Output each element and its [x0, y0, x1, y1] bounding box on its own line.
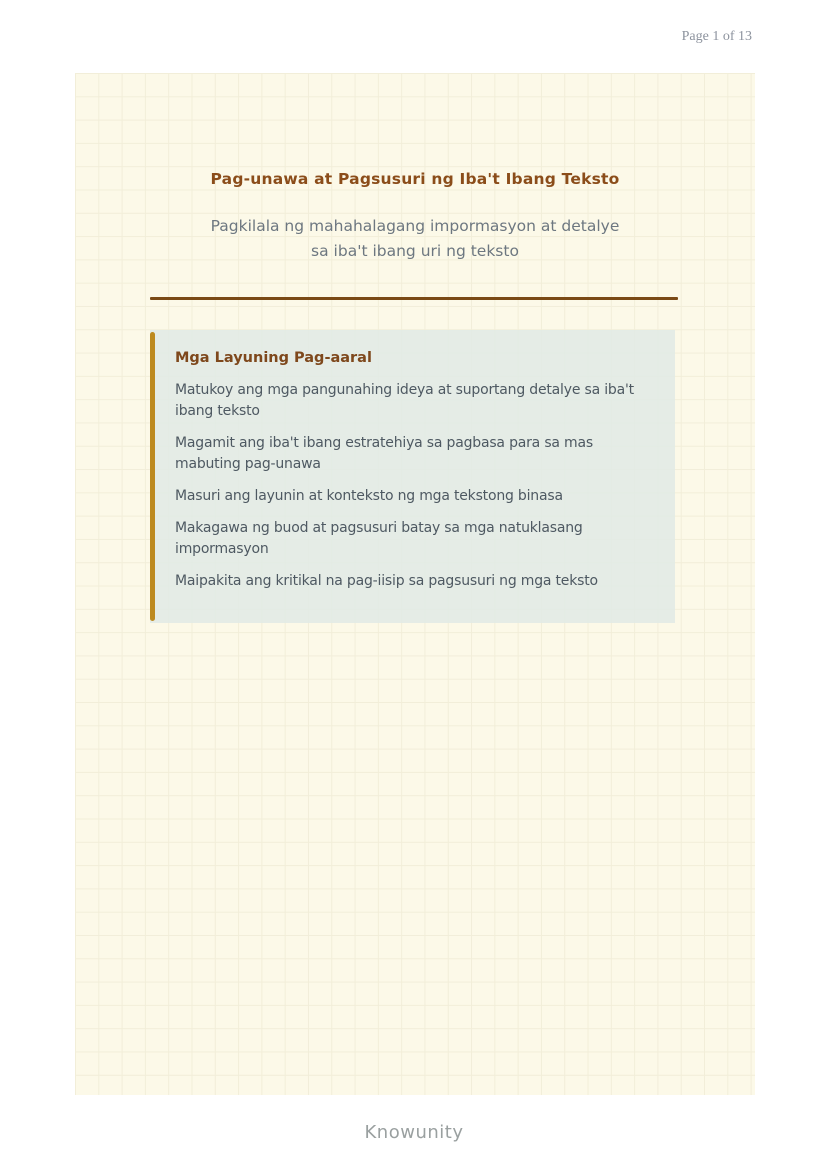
subtitle-line-2: sa iba't ibang uri ng teksto [311, 242, 519, 260]
gold-accent-bar [150, 332, 155, 621]
objectives-heading: Mga Layuning Pag-aaral [175, 350, 372, 366]
page-title: Pag-unawa at Pagsusuri ng Iba't Ibang Teksto [210, 170, 620, 188]
subtitle-line-1: Pagkilala ng mahahalagang impormasyon at detalye [210, 217, 620, 235]
objective-item: Matukoy ang mga pangunahing ideya at suportang detalye sa iba't ibang teksto [175, 382, 634, 419]
brand-footer: Knowunity [364, 1122, 464, 1143]
objective-item: Magamit ang iba't ibang estratehiya sa pagbasa para sa mas mabuting pag-unawa [175, 435, 593, 472]
learning-objectives-box [150, 330, 675, 623]
notebook-paper [75, 73, 755, 1095]
objective-item: Maipakita ang kritikal na pag-iisip sa pagsusuri ng mga teksto [175, 573, 598, 589]
page-subtitle [75, 214, 755, 264]
page-indicator: Page 1 of 13 [681, 29, 752, 44]
horizontal-divider [150, 297, 678, 300]
objective-item: Makagawa ng buod at pagsusuri batay sa mga natuklasang impormasyon [175, 520, 583, 557]
objective-item: Masuri ang layunin at konteksto ng mga tekstong binasa [175, 488, 563, 504]
